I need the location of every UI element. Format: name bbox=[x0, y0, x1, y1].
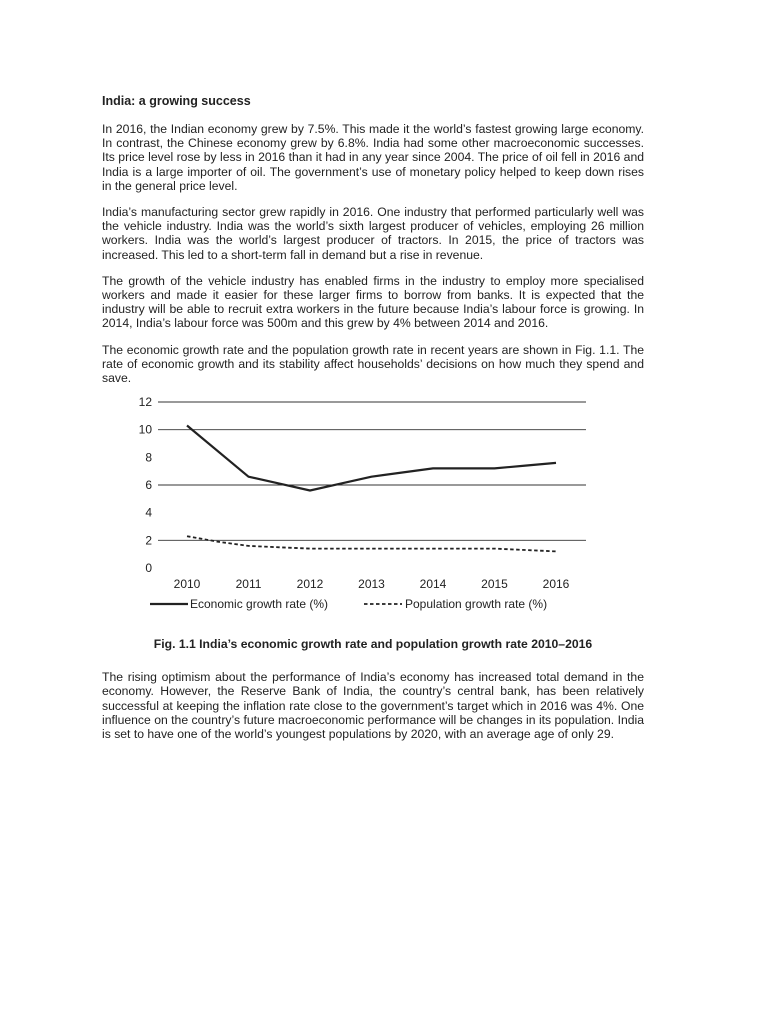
paragraph-closing: The rising optimism about the performance of India’s economy has increased total demand in the economy. However, the Reserve Bank of India, the country’s central bank, has been relatively successful at keeping the inflation rate close to the government’s target which in 2016 was 4%. One influence on the country’s future macroeconomic performance will be changes in its population. India is set to have one of the world’s youngest populations by 2020, with an average age of only 29. bbox=[102, 670, 644, 742]
paragraph-economy-growth: In 2016, the Indian economy grew by 7.5%. This made it the world’s fastest growing large economy. In contrast, the Chinese economy grew by 6.8%. India had some other macroeconomic successes. Its price level rose by less in 2016 than it had in any year since 2004. The price of oil fell in 2016 and India is a large importer of oil. The government’s use of monetary policy helped to keep down rises in the general price level. bbox=[102, 122, 644, 193]
x-tick-label-2013: 2013 bbox=[358, 577, 385, 592]
x-tick-label-2015: 2015 bbox=[481, 577, 508, 592]
y-tick-label-2: 2 bbox=[145, 533, 152, 548]
y-tick-label-8: 8 bbox=[145, 450, 152, 465]
y-tick-label-12: 12 bbox=[138, 397, 152, 410]
x-tick-label-2011: 2011 bbox=[235, 577, 262, 592]
growth-rate-chart-svg bbox=[102, 397, 644, 637]
y-tick-label-0: 0 bbox=[145, 561, 152, 576]
figure-caption: Fig. 1.1 India’s economic growth rate and population growth rate 2010–2016 bbox=[153, 637, 593, 652]
series-line-economic-growth bbox=[187, 426, 556, 491]
paragraph-figure-intro: The economic growth rate and the population growth rate in recent years are shown in Fig. 1.1. The rate of economic growth and its stability affect households’ decisions on how much they spend and save. bbox=[102, 342, 644, 386]
document-heading: India: a growing success bbox=[102, 94, 251, 108]
x-tick-label-2010: 2010 bbox=[173, 577, 201, 592]
document-page bbox=[102, 94, 644, 753]
legend-label-economic-growth: Economic growth rate (%) bbox=[190, 597, 329, 612]
x-tick-label-2012: 2012 bbox=[296, 577, 324, 592]
x-tick-label-2016: 2016 bbox=[542, 577, 570, 592]
y-tick-label-4: 4 bbox=[145, 505, 152, 520]
series-line-population-growth bbox=[187, 536, 556, 551]
paragraph-manufacturing: India’s manufacturing sector grew rapidly in 2016. One industry that performed particularly well was the vehicle industry. India was the world’s sixth largest producer of vehicles, employing 26 million workers. India was the world’s largest producer of tractors. In 2015, the price of tractors was increased. This led to a short-term fall in demand but a rise in revenue. bbox=[102, 205, 644, 262]
legend-label-population-growth: Population growth rate (%) bbox=[405, 597, 548, 612]
growth-rate-chart bbox=[102, 397, 644, 637]
paragraph-vehicle-industry: The growth of the vehicle industry has enabled firms in the industry to employ more specialised workers and made it easier for these larger firms to borrow from banks. It is expected that the industry will be able to recruit extra workers in the future because India’s labour force is growing. In 2014, India’s labour force was 500m and this grew by 4% between 2014 and 2016. bbox=[102, 273, 644, 331]
x-tick-label-2014: 2014 bbox=[419, 577, 447, 592]
y-tick-label-10: 10 bbox=[138, 422, 152, 437]
y-tick-label-6: 6 bbox=[145, 478, 152, 493]
